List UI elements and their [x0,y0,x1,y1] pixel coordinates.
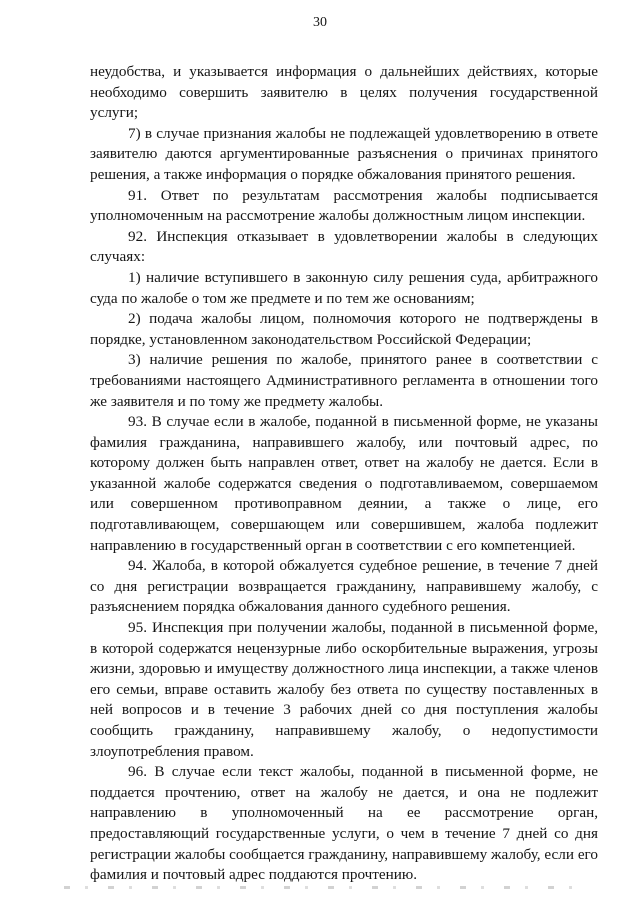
paragraph-91: 91. Ответ по результатам рассмотрения жалобы подписывается уполномоченным на рассмотрение жалобы должностным лицом инспекции. [90,186,598,225]
page-number: 30 [313,15,327,30]
paragraph-94: 94. Жалоба, в которой обжалуется судебное решение, в течение 7 дней со дня регистрации возвращается гражданину, направившему жалобу, с разъяснением порядка обжалования данного судебного решения. [90,557,598,616]
paragraph-92-item-3: 3) наличие решения по жалобе, принятого ранее в соответствии с требованиями настоящего Административного регламента в отношении того же заявителя и по тому же предмету жалобы. [90,351,598,410]
scan-artifact-line [64,886,576,889]
paragraph-92-item-2: 2) подача жалобы лицом, полномочия которого не подтверждены в порядке, установленном законодательством Российской Федерации; [90,310,598,348]
paragraph-93: 93. В случае если в жалобе, поданной в письменной форме, не указаны фамилия гражданина, направившего жалобу, или почтовый адрес, по которому должен быть направлен ответ, ответ на жалобу не дается. Если в указанной жалобе содержатся сведения о подготавливаемом, совершаемом или совершенном противоправном деянии, а также о лице, его подготавливающем, совершающем или совершившем, жалоба подлежит направлению в государственный орган в соответствии с его компетенцией. [90,413,598,554]
paragraph-92-item-1: 1) наличие вступившего в законную силу решения суда, арбитражного суда по жалобе о том же предмете и по тем же основаниям; [90,268,598,307]
document-body [90,62,598,886]
paragraph-continuation: неудобства, и указывается информация о дальнейших действиях, которые необходимо совершить заявителю в целях получения государственной услуги; [90,63,598,122]
paragraph-92: 92. Инспекция отказывает в удовлетворении жалобы в следующих случаях: [90,227,598,266]
paragraph-96: 96. В случае если текст жалобы, поданной в письменной форме, не поддается прочтению, ответ на жалобу не дается, и она не подлежит направлению в уполномоченный на ее рассмотрение орган, предоставляющий государственные услуги, о чем в течение 7 дней со дня регистрации жалобы сообщается гражданину, направившему жалобу, если его фамилия и почтовый адрес поддаются прочтению. [90,763,598,884]
paragraph-95: 95. Инспекция при получении жалобы, поданной в письменной форме, в которой содержатся нецензурные либо оскорбительные выражения, угрозы жизни, здоровью и имуществу должностного лица инспекции, а также членов его семьи, вправе оставить жалобу без ответа по существу поставленных в ней вопросов и в течение 3 рабочих дней со дня поступления жалобы сообщить гражданину, направившему жалобу, о недопустимости злоупотребления правом. [90,619,598,760]
paragraph-item-7: 7) в случае признания жалобы не подлежащей удовлетворению в ответе заявителю даются аргументированные разъяснения о причинах принятого решения, а также информация о порядке обжалования принятого решения. [90,124,598,183]
